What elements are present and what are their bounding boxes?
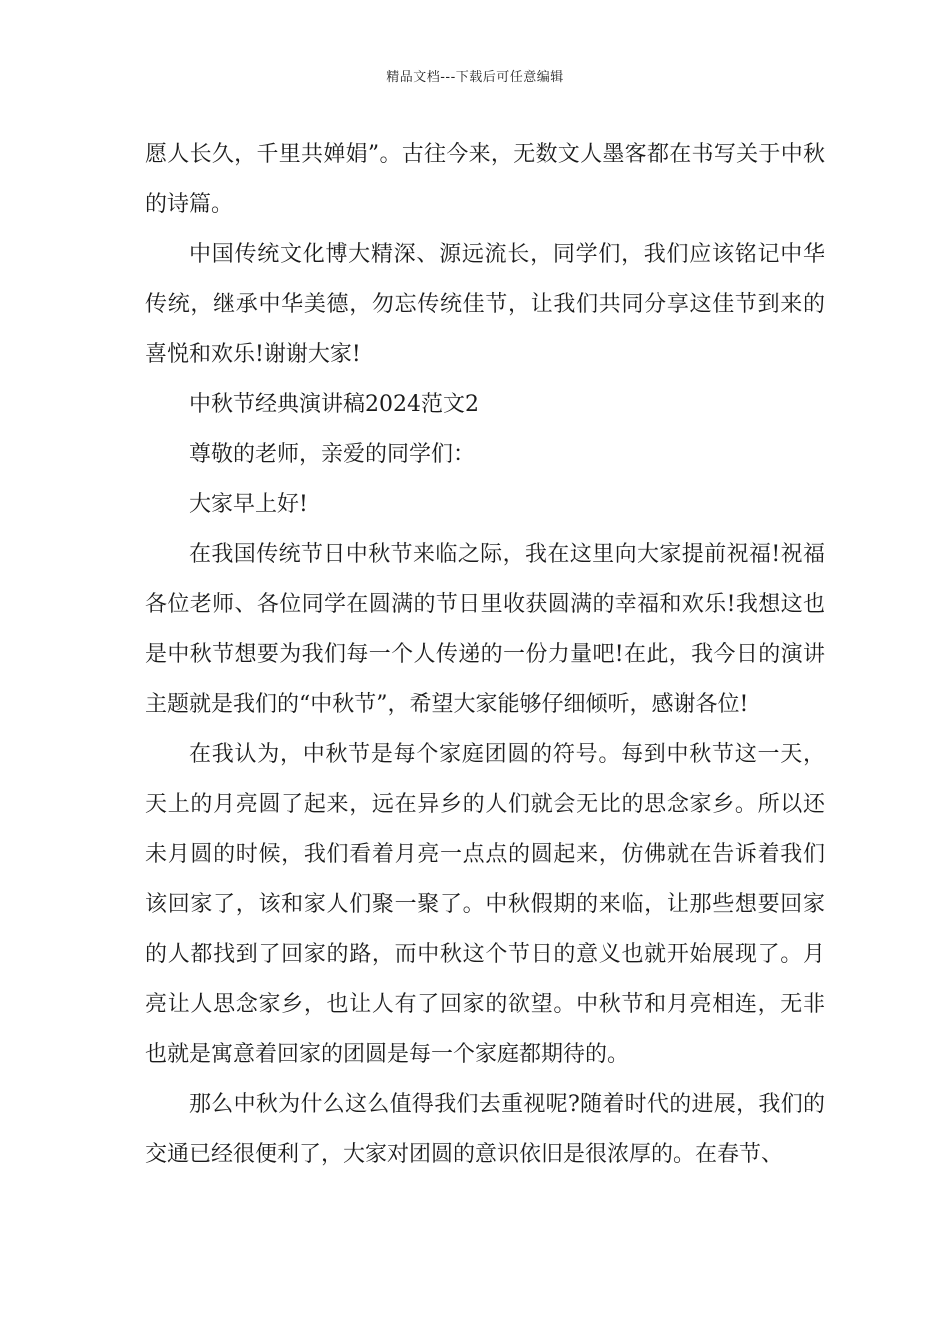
paragraph-7: 在我认为，中秋节是每个家庭团圆的符号。每到中秋节这一天，天上的月亮圆了起来，远在异乡的人们就会无比的思念家乡。所以还未月圆的时候，我们看着月亮一点点的圆起来，仿佛就在告诉着我们该回家了，该和家人们聚一聚了。中秋假期的来临，让那些想要回家的人都找到了回家的路，而中秋这个节日的意义也就开始展现了。月亮让人思念家乡，也让人有了回家的欲望。中秋节和月亮相连，无非也就是寓意着回家的团圆是每一个家庭都期待的。 [145, 742, 825, 1067]
paragraph-8: 那么中秋为什么这么值得我们去重视呢?随着时代的进展，我们的交通已经很便利了，大家对团圆的意识依旧是很浓厚的。在春节、 [145, 1092, 825, 1167]
paragraph-6: 在我国传统节日中秋节来临之际，我在这里向大家提前祝福!祝福各位老师、各位同学在圆满的节日里收获圆满的幸福和欢乐!我想这也是中秋节想要为我们每一个人传递的一份力量吧!在此，我今日的演讲主题就是我们的“中秋节”，希望大家能够仔细倾听，感谢各位! [145, 542, 825, 717]
paragraph-1: 愿人长久，千里共婵娟”。古往今来，无数文人墨客都在书写关于中秋的诗篇。 [145, 142, 825, 217]
greeting: 大家早上好! [189, 492, 308, 517]
paragraph-2: 中国传统文化博大精深、源远流长，同学们，我们应该铭记中华传统，继承中华美德，勿忘传统佳节，让我们共同分享这佳节到来的喜悦和欢乐!谢谢大家! [145, 242, 825, 367]
page-header: 精品文档---下载后可任意编辑 [386, 70, 564, 85]
section-title: 中秋节经典演讲稿2024范文2 [189, 392, 479, 417]
salutation: 尊敬的老师，亲爱的同学们： [189, 442, 476, 467]
document-body [145, 130, 825, 1180]
